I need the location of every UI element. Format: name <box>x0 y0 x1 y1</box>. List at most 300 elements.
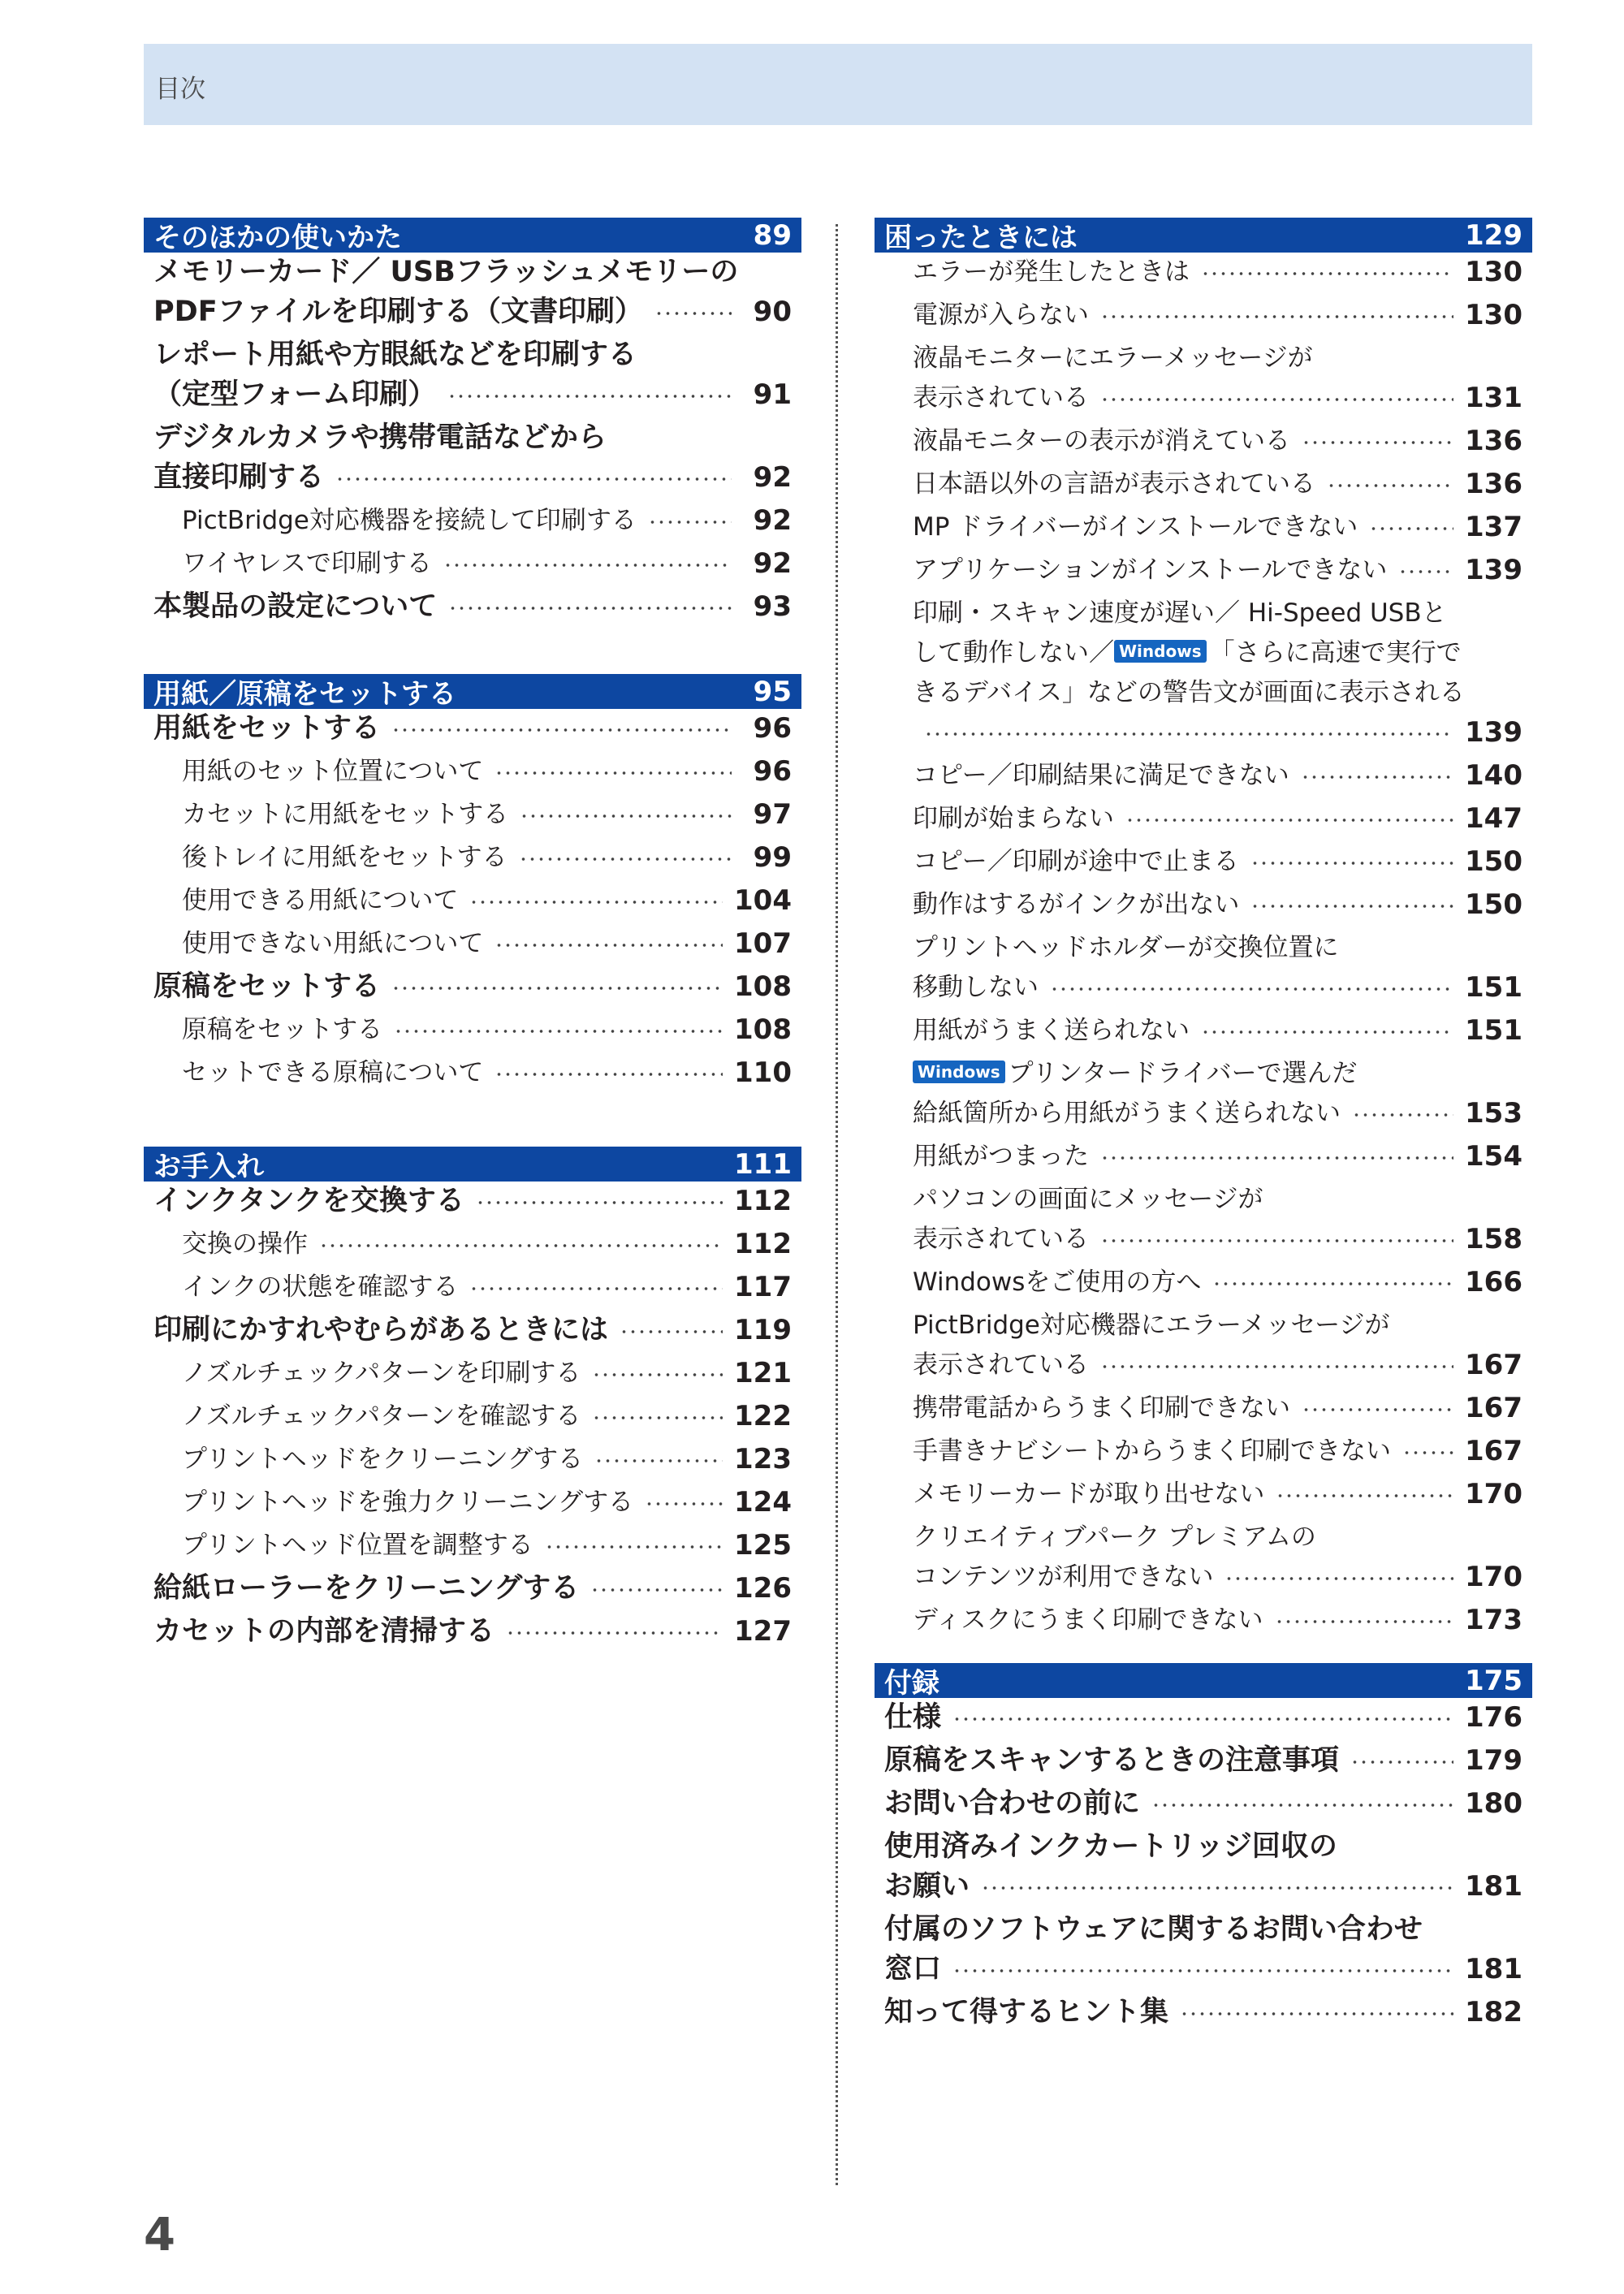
toc-entry[interactable] <box>875 928 1532 1008</box>
entry-label: 原稿をスキャンするときの注意事項 <box>884 1744 1340 1777</box>
entry-label: 使用できる用紙について <box>182 886 459 915</box>
toc-entry[interactable] <box>144 335 801 415</box>
entry-label: 用紙がうまく送られない <box>913 1016 1190 1045</box>
dot-leader <box>952 1714 1453 1724</box>
entry-label: プリントヘッドを強力クリーニングする <box>182 1488 634 1517</box>
entry-line <box>153 335 792 375</box>
entry-label: プリントヘッド位置を調整する <box>182 1531 533 1560</box>
entry-page: 107 <box>734 927 792 960</box>
entry-label: PDFファイルを印刷する（文書印刷） <box>153 296 643 328</box>
entry-label: 印刷が始まらない <box>913 804 1114 833</box>
toc-entry[interactable] <box>875 799 1532 839</box>
header-title: 目次 <box>155 75 205 104</box>
entry-page: 93 <box>753 590 792 623</box>
section-header[interactable] <box>144 1147 801 1182</box>
toc-entry[interactable] <box>144 1526 801 1566</box>
entry-line <box>913 1389 1522 1428</box>
entry-label: コピー／印刷が途中で止まる <box>913 847 1239 876</box>
entry-label: 表示されている <box>913 383 1089 413</box>
entry-line <box>913 1054 1522 1094</box>
entry-line <box>884 1867 1522 1907</box>
dot-leader <box>1302 1405 1453 1415</box>
toc-section <box>875 1663 1532 2036</box>
entry-label: インクタンクを交換する <box>153 1185 464 1217</box>
entry-page: 130 <box>1465 299 1522 331</box>
entry-page: 153 <box>1465 1097 1522 1130</box>
entry-label: ノズルチェックパターンを確認する <box>182 1402 581 1431</box>
entry-line <box>913 1306 1522 1346</box>
section-entries <box>875 253 1532 1644</box>
dot-leader <box>1369 524 1453 534</box>
dot-leader <box>1100 395 1453 404</box>
entry-label: インクの状態を確認する <box>182 1272 459 1302</box>
entry-label: ワイヤレスで印刷する <box>182 549 432 578</box>
entry-page: 91 <box>753 378 792 411</box>
dot-leader <box>1100 1153 1453 1163</box>
dot-leader <box>1250 858 1453 868</box>
toc-entry[interactable] <box>875 339 1532 418</box>
toc-entry[interactable] <box>875 1827 1532 1907</box>
entry-page: 147 <box>1465 802 1522 835</box>
entry-line <box>913 756 1522 796</box>
entry-line <box>913 1011 1522 1051</box>
entry-line <box>913 633 1522 673</box>
entry-label: 直接印刷する <box>153 461 325 494</box>
entry-page: 180 <box>1465 1787 1522 1820</box>
dot-leader <box>1301 772 1453 782</box>
entry-label: 窓口 <box>884 1953 942 1985</box>
toc-entry[interactable] <box>875 1306 1532 1385</box>
entry-line <box>153 1311 792 1350</box>
toc-entry[interactable] <box>875 594 1532 753</box>
dot-leader <box>1302 438 1453 447</box>
entry-label: 手書きナビシートからうまく印刷できない <box>913 1436 1391 1466</box>
entry-line <box>913 1220 1522 1259</box>
entry-line <box>884 1698 1522 1738</box>
entry-line <box>153 375 792 415</box>
section-header[interactable] <box>875 218 1532 253</box>
dot-leader <box>924 729 1453 739</box>
entry-label: 用紙がつまった <box>913 1142 1089 1171</box>
entry-page: 97 <box>753 798 792 831</box>
entry-label-line: 印刷・スキャン速度が遅い／ Hi-Speed USBと <box>913 598 1447 628</box>
toc-entry[interactable] <box>875 1389 1532 1428</box>
entry-line <box>913 842 1522 882</box>
section-title: 付録 <box>884 1667 939 1700</box>
dot-leader <box>443 560 732 570</box>
entry-line <box>913 296 1522 335</box>
entry-line <box>913 551 1522 590</box>
entry-label: 後トレイに用紙をセットする <box>182 843 508 872</box>
entry-line <box>182 795 792 835</box>
page-number: 4 <box>144 2209 175 2262</box>
entry-label-line: 使用済みインクカートリッジ回収の <box>884 1830 1337 1863</box>
toc-entry[interactable] <box>144 924 801 964</box>
dot-leader <box>1151 1800 1453 1810</box>
entry-line <box>884 1910 1522 1950</box>
toc-entry[interactable] <box>144 795 801 835</box>
entry-label: メモリーカードが取り出せない <box>913 1480 1265 1509</box>
entry-page: 167 <box>1465 1349 1522 1381</box>
entry-line <box>913 339 1522 378</box>
entry-line <box>153 1182 792 1221</box>
toc-entry[interactable] <box>875 464 1532 504</box>
section-header[interactable] <box>875 1663 1532 1698</box>
dot-leader <box>495 940 723 950</box>
section-entries <box>875 1698 1532 2036</box>
entry-label: ディスクにうまく印刷できない <box>913 1605 1263 1635</box>
toc-entry[interactable] <box>875 842 1532 882</box>
section-header[interactable] <box>144 218 801 253</box>
dot-leader <box>520 811 732 821</box>
entry-line <box>884 1784 1522 1824</box>
dot-leader <box>654 309 732 318</box>
toc-entry[interactable] <box>144 253 801 332</box>
entry-label: 仕様 <box>884 1701 942 1734</box>
section-page: 175 <box>1465 1664 1522 1697</box>
entry-label: 交換の操作 <box>182 1229 308 1259</box>
entry-label-line: クリエイティブパーク プレミアムの <box>913 1523 1316 1552</box>
header-bar <box>144 44 1532 125</box>
entry-page: 90 <box>753 296 792 328</box>
entry-label: カセットの内部を清掃する <box>153 1615 495 1648</box>
entry-line <box>153 587 792 627</box>
entry-line <box>182 924 792 964</box>
entry-line <box>884 1741 1522 1781</box>
dot-leader <box>1201 269 1453 279</box>
section-page: 95 <box>753 675 792 708</box>
entry-label-line: PictBridge対応機器にエラーメッセージが <box>913 1311 1390 1340</box>
dot-leader <box>981 1883 1453 1893</box>
entry-page: 167 <box>1465 1435 1522 1467</box>
entry-label: 使用できない用紙について <box>182 929 484 958</box>
entry-label-line: パソコンの画面にメッセージが <box>913 1185 1263 1214</box>
entry-line <box>913 1263 1522 1303</box>
dot-leader <box>1100 312 1453 322</box>
entry-label: 表示されている <box>913 1350 1089 1380</box>
toc-entry[interactable] <box>144 544 801 584</box>
entry-label: コピー／印刷結果に満足できない <box>913 761 1289 790</box>
toc-entry[interactable] <box>875 1993 1532 2033</box>
entry-line <box>182 1053 792 1093</box>
dot-leader <box>1125 815 1453 825</box>
toc-entry[interactable] <box>144 1440 801 1480</box>
dot-leader <box>476 1198 723 1207</box>
dot-leader <box>448 603 732 613</box>
dot-leader <box>1327 481 1453 490</box>
entry-label: 携帯電話からうまく印刷できない <box>913 1393 1290 1423</box>
entry-line <box>884 1993 1522 2033</box>
toc-entry[interactable] <box>875 1910 1532 1989</box>
entry-page: 150 <box>1465 888 1522 921</box>
entry-label: ノズルチェックパターンを印刷する <box>182 1359 581 1388</box>
entry-page: 158 <box>1465 1223 1522 1255</box>
entry-line <box>913 1475 1522 1514</box>
section-entries <box>144 709 801 1096</box>
toc-entry[interactable] <box>144 1225 801 1264</box>
dot-leader <box>1352 1110 1453 1120</box>
toc-entry[interactable] <box>875 1011 1532 1051</box>
dot-leader <box>952 1966 1453 1976</box>
toc-entry[interactable] <box>144 1182 801 1221</box>
section-page: 129 <box>1465 218 1522 252</box>
entry-line <box>182 501 792 541</box>
entry-page: 136 <box>1465 425 1522 457</box>
column-divider <box>836 224 838 2185</box>
toc-entry[interactable] <box>875 756 1532 796</box>
entry-page: 117 <box>734 1271 792 1303</box>
toc-entry[interactable] <box>144 881 801 921</box>
toc-entry[interactable] <box>144 1311 801 1350</box>
dot-leader <box>1275 1617 1453 1627</box>
dot-leader <box>495 1069 723 1079</box>
entry-label: 日本語以外の言語が表示されている <box>913 469 1315 499</box>
entry-page: 112 <box>734 1185 792 1217</box>
section-entries <box>144 253 801 630</box>
entry-label: 本製品の設定について <box>153 590 438 623</box>
entry-label: PictBridge対応機器を接続して印刷する <box>182 506 637 535</box>
toc-entry[interactable] <box>875 1518 1532 1597</box>
entry-label: お問い合わせの前に <box>884 1787 1141 1820</box>
entry-label: 原稿をセットする <box>182 1015 383 1044</box>
entry-line <box>913 1518 1522 1557</box>
section-title: 困ったときには <box>884 222 1078 254</box>
entry-label: セットできる原稿について <box>182 1058 484 1087</box>
entry-line <box>913 968 1522 1008</box>
entry-line <box>913 378 1522 418</box>
toc-entry[interactable] <box>875 1180 1532 1259</box>
entry-page: 140 <box>1465 759 1522 792</box>
toc-entry[interactable] <box>144 501 801 541</box>
dot-leader <box>1050 984 1453 994</box>
dot-leader <box>648 517 732 527</box>
toc-entry[interactable] <box>875 1263 1532 1303</box>
dot-leader <box>645 1499 723 1509</box>
dot-leader <box>1402 1448 1453 1458</box>
entry-label: 電源が入らない <box>913 300 1089 330</box>
toc-entry[interactable] <box>875 1475 1532 1514</box>
entry-line <box>182 544 792 584</box>
section-title: そのほかの使いかた <box>153 222 402 254</box>
toc-entry[interactable] <box>144 1397 801 1436</box>
dot-leader <box>335 474 732 484</box>
entry-label-line <box>913 633 1462 673</box>
entry-page: 126 <box>734 1572 792 1605</box>
dot-leader <box>319 1241 723 1251</box>
entry-page: 166 <box>1465 1266 1522 1298</box>
dot-leader <box>1224 1574 1453 1583</box>
entry-page: 119 <box>734 1314 792 1346</box>
entry-page: 92 <box>753 547 792 580</box>
dot-leader <box>592 1370 723 1380</box>
section-page: 111 <box>734 1147 792 1181</box>
toc-entry[interactable] <box>875 296 1532 335</box>
dot-leader <box>469 897 723 907</box>
entry-page: 181 <box>1465 1870 1522 1903</box>
entry-page: 137 <box>1465 511 1522 543</box>
entry-label-line <box>913 1054 1358 1094</box>
dot-leader <box>594 1456 723 1466</box>
entry-line <box>913 508 1522 547</box>
entry-line <box>182 1526 792 1566</box>
entry-label: 原稿をセットする <box>153 970 380 1003</box>
entry-label-part: して動作しない／ <box>913 638 1114 667</box>
dot-leader <box>469 1284 723 1294</box>
toc-entry[interactable] <box>875 885 1532 925</box>
toc-entry[interactable] <box>144 1010 801 1050</box>
toc-entry[interactable] <box>875 1784 1532 1824</box>
toc-entry[interactable] <box>144 1354 801 1393</box>
toc-entry[interactable] <box>875 1054 1532 1134</box>
section-page: 89 <box>753 218 792 252</box>
section-entries <box>144 1182 801 1655</box>
dot-leader <box>394 1026 723 1036</box>
entry-line <box>913 1180 1522 1220</box>
toc-section <box>875 218 1532 1644</box>
toc-entry[interactable] <box>875 1137 1532 1177</box>
entry-page: 176 <box>1465 1701 1522 1734</box>
entry-label-part: プリンタードライバーで選んだ <box>1008 1059 1358 1088</box>
toc-entry[interactable] <box>875 1741 1532 1781</box>
entry-line <box>913 421 1522 461</box>
entry-page: 151 <box>1465 971 1522 1004</box>
dot-leader <box>1201 1027 1453 1037</box>
entry-label: 動作はするがインクが出ない <box>913 890 1240 919</box>
entry-label: 用紙をセットする <box>153 712 380 745</box>
entry-line <box>182 1440 792 1480</box>
entry-page: 127 <box>734 1615 792 1648</box>
entry-line <box>182 1225 792 1264</box>
toc-entry[interactable] <box>875 1698 1532 1738</box>
toc-entry[interactable] <box>144 1569 801 1609</box>
entry-page: 96 <box>753 755 792 788</box>
dot-leader <box>447 391 732 401</box>
entry-page: 170 <box>1465 1478 1522 1510</box>
entry-label: 給紙箇所から用紙がうまく送られない <box>913 1099 1341 1128</box>
toc-section <box>144 218 801 630</box>
entry-page: 92 <box>753 461 792 494</box>
toc-entry[interactable] <box>875 421 1532 461</box>
entry-page: 181 <box>1465 1953 1522 1985</box>
section-title: 用紙／原稿をセットする <box>153 678 456 711</box>
entry-page: 179 <box>1465 1744 1522 1777</box>
toc-entry[interactable] <box>144 418 801 498</box>
toc-entry[interactable] <box>144 838 801 878</box>
toc-entry[interactable] <box>144 1053 801 1093</box>
entry-line <box>153 967 792 1007</box>
toc-entry[interactable] <box>144 752 801 792</box>
section-header[interactable] <box>144 674 801 709</box>
entry-line <box>913 594 1522 633</box>
entry-line <box>153 458 792 498</box>
entry-line <box>153 1569 792 1609</box>
dot-leader <box>1100 1236 1453 1246</box>
toc-entry[interactable] <box>144 1268 801 1307</box>
dot-leader <box>1250 901 1453 911</box>
toc-entry[interactable] <box>144 967 801 1007</box>
entry-line <box>913 1601 1522 1640</box>
dot-leader <box>1276 1491 1453 1501</box>
entry-label: 表示されている <box>913 1225 1089 1254</box>
toc-entry[interactable] <box>875 1601 1532 1640</box>
entry-page: 123 <box>734 1443 792 1475</box>
toc-entry[interactable] <box>144 587 801 627</box>
entry-page: 182 <box>1465 1996 1522 2028</box>
toc-entry[interactable] <box>875 551 1532 590</box>
entry-label: コンテンツが利用できない <box>913 1562 1214 1592</box>
entry-line <box>913 253 1522 292</box>
entry-page: 110 <box>734 1056 792 1089</box>
toc-entry[interactable] <box>144 1612 801 1652</box>
entry-line <box>182 838 792 878</box>
dot-leader <box>1350 1757 1453 1767</box>
entry-line <box>913 799 1522 839</box>
toc-entry[interactable] <box>144 1483 801 1523</box>
toc-entry[interactable] <box>875 508 1532 547</box>
entry-label: Windowsをご使用の方へ <box>913 1268 1202 1297</box>
dot-leader <box>590 1585 723 1595</box>
entry-page: 139 <box>1465 554 1522 586</box>
toc-entry[interactable] <box>144 709 801 749</box>
entry-page: 167 <box>1465 1392 1522 1424</box>
entry-page: 136 <box>1465 468 1522 500</box>
entry-page: 96 <box>753 712 792 745</box>
entry-page: 151 <box>1465 1014 1522 1047</box>
toc-section <box>144 674 801 1096</box>
entry-line <box>182 1354 792 1393</box>
entry-line <box>153 1612 792 1652</box>
dot-leader <box>519 854 732 864</box>
entry-label-line: レポート用紙や方眼紙などを印刷する <box>153 339 637 371</box>
entry-line <box>153 418 792 458</box>
entry-page: 154 <box>1465 1140 1522 1173</box>
entry-label: プリントヘッドをクリーニングする <box>182 1445 584 1474</box>
toc-entry[interactable] <box>875 1432 1532 1471</box>
entry-page: 92 <box>753 504 792 537</box>
entry-line <box>182 1010 792 1050</box>
entry-line <box>913 1346 1522 1385</box>
entry-page: 139 <box>1465 716 1522 749</box>
entry-label: エラーが発生したときは <box>913 257 1190 287</box>
dot-leader <box>592 1413 723 1423</box>
entry-label-line: きるデバイス」などの警告文が画面に表示される <box>913 678 1465 707</box>
entry-line <box>182 1268 792 1307</box>
windows-logo-icon: Windows <box>1114 640 1207 663</box>
entry-page: 108 <box>734 1013 792 1046</box>
entry-label-line: プリントヘッドホルダーが交換位置に <box>913 933 1339 962</box>
entry-line <box>153 253 792 292</box>
dot-leader <box>620 1327 723 1337</box>
entry-label: 液晶モニターの表示が消えている <box>913 426 1290 456</box>
entry-line <box>913 713 1522 753</box>
entry-label: カセットに用紙をセットする <box>182 800 509 829</box>
toc-entry[interactable] <box>875 253 1532 292</box>
entry-label-line: メモリーカード／ USBフラッシュメモリーの <box>153 256 739 288</box>
section-title: お手入れ <box>153 1151 264 1183</box>
entry-page: 173 <box>1465 1604 1522 1636</box>
entry-line <box>913 1094 1522 1134</box>
entry-page: 104 <box>734 884 792 917</box>
entry-label: （定型フォーム印刷） <box>153 378 437 411</box>
entry-page: 150 <box>1465 845 1522 878</box>
entry-label: アプリケーションがインストールできない <box>913 555 1388 585</box>
entry-line <box>884 1827 1522 1867</box>
entry-label-part: 「さらに高速で実行で <box>1209 638 1462 667</box>
entry-line <box>913 928 1522 968</box>
entry-line <box>913 673 1522 713</box>
entry-line <box>182 1397 792 1436</box>
dot-leader <box>391 725 732 735</box>
